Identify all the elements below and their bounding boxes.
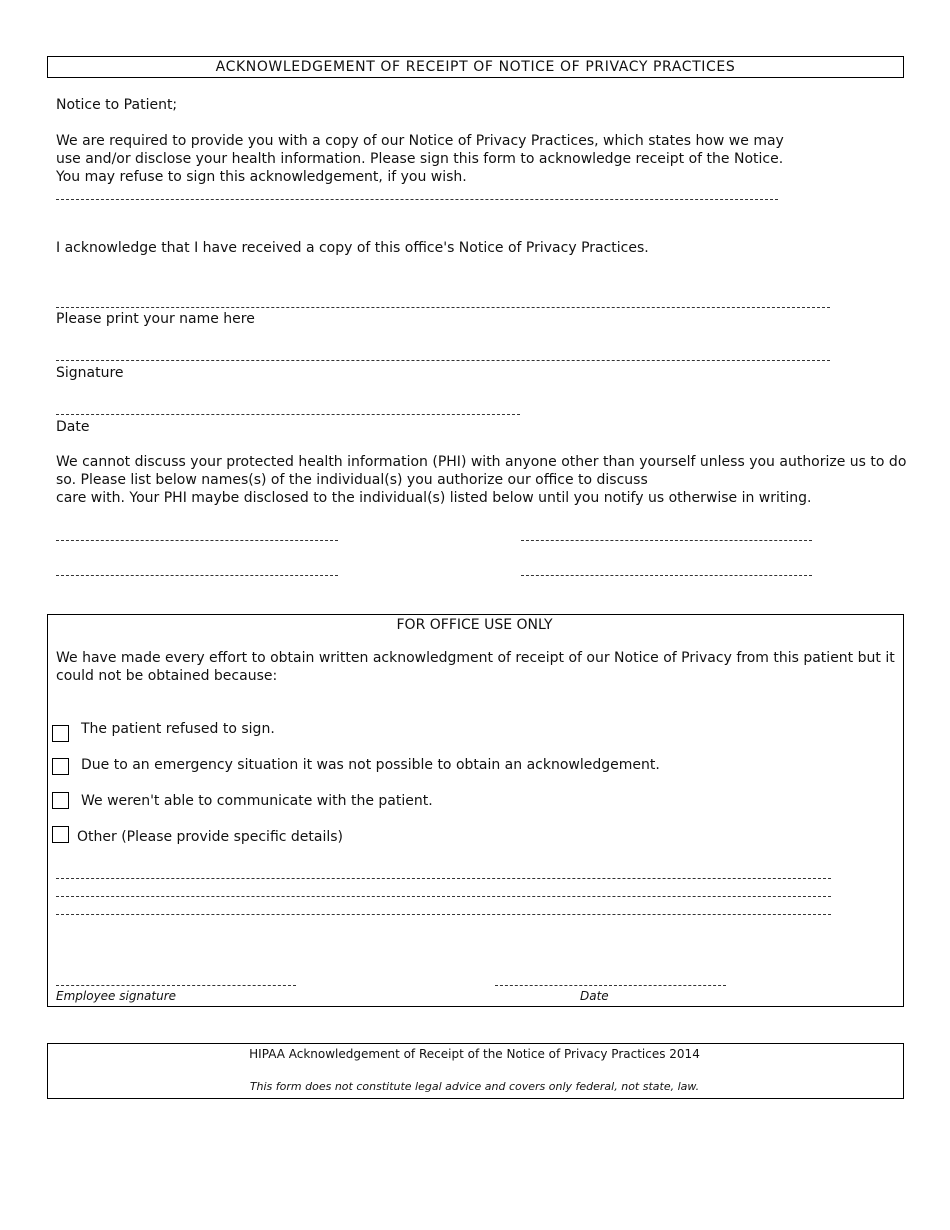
date-field[interactable] [56,414,520,415]
acknowledge-statement: I acknowledge that I have received a copy of this office's Notice of Privacy Practices. [56,240,649,256]
authorized-person-field-2[interactable] [521,540,812,541]
notice-salutation: Notice to Patient; [56,97,178,113]
notice-divider [56,199,778,200]
other-checkbox[interactable] [52,826,69,843]
phi-line-3: care with. Your PHI maybe disclosed to the individual(s) listed below until you notify us otherwise in writing. [56,490,812,506]
details-line-3[interactable] [56,914,831,915]
notice-line-1: We are required to provide you with a copy of our Notice of Privacy Practices, which states how we may [56,133,784,149]
notice-line-3: You may refuse to sign this acknowledgement, if you wish. [56,169,467,185]
refused-checkbox[interactable] [52,725,69,742]
office-intro-line-1: We have made every effort to obtain written acknowledgment of receipt of our Notice of Privacy from this patient but it [56,650,895,666]
employee-signature-label: Employee signature [56,989,177,1003]
office-date-label: Date [580,989,609,1003]
employee-signature-field[interactable] [56,985,296,986]
authorized-person-field-3[interactable] [56,575,338,576]
communication-checkbox[interactable] [52,792,69,809]
details-line-1[interactable] [56,878,831,879]
form-title: ACKNOWLEDGEMENT OF RECEIPT OF NOTICE OF PRIVACY PRACTICES [215,59,736,75]
reason-emergency-label: Due to an emergency situation it was not possible to obtain an acknowledgement. [81,757,660,773]
reason-refused-label: The patient refused to sign. [81,721,275,737]
office-intro-line-2: could not be obtained because: [56,668,278,684]
emergency-checkbox[interactable] [52,758,69,775]
phi-line-1: We cannot discuss your protected health information (PHI) with anyone other than yourself unless you authorize us to do [56,454,907,470]
reason-other-label: Other (Please provide specific details) [77,829,344,845]
details-line-2[interactable] [56,896,831,897]
signature-field[interactable] [56,360,830,361]
office-use-heading: FOR OFFICE USE ONLY [396,617,553,633]
notice-line-2: use and/or disclose your health information. Please sign this form to acknowledge receipt of the Notice. [56,151,784,167]
phi-line-2: so. Please list below names(s) of the individual(s) you authorize our office to discuss [56,472,648,488]
authorized-person-field-1[interactable] [56,540,338,541]
signature-label: Signature [56,365,124,381]
office-date-field[interactable] [495,985,726,986]
reason-communication-label: We weren't able to communicate with the patient. [81,793,433,809]
form-title-box [47,56,904,78]
name-label: Please print your name here [56,311,255,327]
footer-disclaimer: This form does not constitute legal advice and covers only federal, not state, law. [249,1080,700,1093]
date-label: Date [56,419,90,435]
footer-title: HIPAA Acknowledgement of Receipt of the Notice of Privacy Practices 2014 [249,1047,700,1061]
name-field[interactable] [56,307,830,308]
authorized-person-field-4[interactable] [521,575,812,576]
